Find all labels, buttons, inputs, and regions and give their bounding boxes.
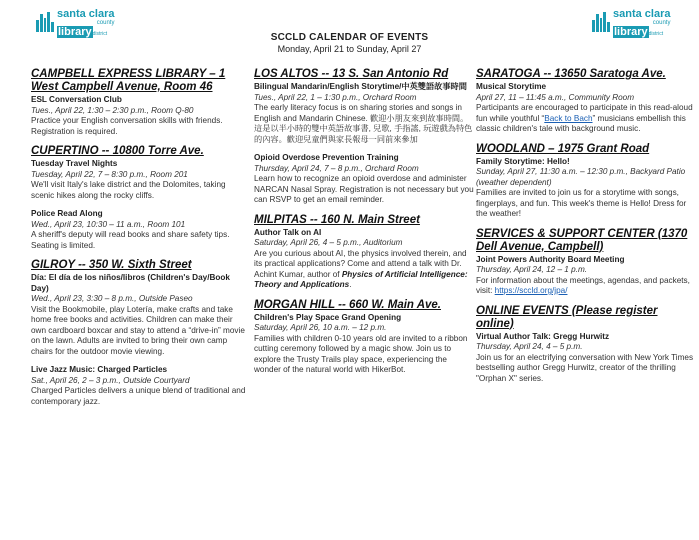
event-when: Saturday, April 26, 10 a.m. – 12 p.m. [254,323,387,332]
event-description: Charged Particles delivers a unique blend of traditional and contemporary jazz. [31,386,246,406]
event-title: Police Read Along [31,209,103,218]
event-title: Live Jazz Music: Charged Particles [31,365,168,374]
event-title: Bilingual Mandarin/English Storytime/中英雙語故事時間 [254,82,467,91]
branch-heading: ONLINE EVENTS (Please register online) [476,304,658,330]
books-icon [592,10,610,32]
event-when: Wed., April 23, 10:30 – 11 a.m., Room 101 [31,219,186,229]
event-when: Tues., April 22, 1:30 – 2:30 p.m., Room Q-80 [31,105,194,115]
event-title: ESL Conversation Club [31,95,122,104]
column-3 [476,68,696,384]
branch-heading: GILROY -- 350 W. Sixth Street [31,259,192,271]
branch-heading: MILPITAS -- 160 N. Main Street [254,213,420,226]
book-title: Physics of Artificial Intelligence: Theory and Applications [254,269,468,289]
logo-line3-small: district [92,31,108,37]
event-description-text: For information about the meetings, agendas, and packets, visit: [476,275,690,295]
logo-line2: county [96,20,115,26]
event-when: Saturday, April 26, 4 – 5 p.m., Auditorium [254,238,403,247]
column-2 [254,68,474,376]
event-description: Families are invited to join us for a storytime with songs, fingerplays, and fun. This week's theme is Hello! Dress for the weather! [476,188,687,218]
column-1 [31,68,246,407]
branch-heading: LOS ALTOS -- 13 S. San Antonio Rd [254,68,449,80]
event-description-end: ” musicians embellish this classic children's tale with background music. [476,113,686,133]
event-title: Joint Powers Authority Board Meeting [476,254,625,264]
logo-line3: library [58,26,92,38]
event-description [476,276,696,297]
page-header [0,32,699,54]
event-title: Opioid Overdose Prevention Training [254,153,399,162]
logo-line3-small: district [648,31,664,37]
date-range: Monday, April 21 to Sunday, April 27 [277,44,422,54]
event-description: Join us for an electrifying conversation with New York Times bestselling author Gregg Hurwitz, creator of the thrilling "Orphan X" series. [476,352,694,383]
event-title: Musical Storytime [476,82,547,91]
branch-heading: WOODLAND – 1975 Grant Road [476,142,650,155]
event-title: Día: El día de los niños/libros (Children's Day/Book Day) [31,273,230,293]
event-description-text: Are you curious about AI, the physics involved therein, and its practical applications? Come and attend a talk with Dr. Achint Kumar, author of [254,248,467,279]
branch-heading: CUPERTINO -- 10800 Torre Ave. [31,145,204,157]
event-description: Families with children 0-10 years old are invited to a ribbon cutting ceremony followed by a magic show. Join us to explore the Trusty Trails play space, experiencing the wonder of the natural world with HikerBot. [254,333,468,374]
event-when: Tues., April 22, 1 – 1:30 p.m., Orchard Room [254,92,417,102]
branch-heading: SERVICES & SUPPORT CENTER (1370 Dell Avenue, Campbell) [476,227,688,253]
logo-line3: library [614,26,648,38]
jpa-link[interactable]: https://sccld.org/jpa/ [494,286,568,295]
event-description: Practice your English conversation skills with friends. Registration is required. [31,116,223,136]
back-to-bach-link[interactable]: Back to Bach [544,113,593,123]
event-description: Learn how to recognize an opioid overdose and administer NARCAN Nasal Spray. Registration is not necessary but you can RSVP to get an email reminder. [254,174,474,204]
event-description-text: Participants are encouraged to participate in this read-aloud fun while youthful “ [476,103,693,123]
event-title: Virtual Author Talk: Gregg Hurwitz [476,331,610,341]
event-description: Visit the Bookmobile, play Lotería, make crafts and take home free books and activities. Children can make their own cardboard boxcar and stay to attend a “drive-in” movie on the lawn. Adults are invited to bring their own camp chairs for the outdoor movie viewing. [31,304,245,356]
branch-heading: CAMPBELL EXPRESS LIBRARY – 1 West Campbell Avenue, Room 46 [31,68,226,93]
books-icon [36,10,54,32]
event-description-end: . [349,280,352,289]
event-when: Thursday, April 24, 12 – 1 p.m. [476,265,588,274]
event-description: A sheriff's deputy will read books and share safety tips. Seating is limited. [31,230,230,250]
branch-heading: MORGAN HILL -- 660 W. Main Ave. [254,298,441,311]
event-when: Thursday, April 24, 4 – 5 p.m. [476,342,583,351]
logo-line1: santa clara [613,8,671,20]
event-description [476,103,696,135]
event-when: Tuesday, April 22, 7 – 8:30 p.m., Room 201 [31,169,188,179]
event-when: April 27, 11 – 11:45 a.m., Community Room [476,92,635,102]
branch-heading: SARATOGA -- 13650 Saratoga Ave. [476,68,666,80]
event-when: Wed., April 23, 3:30 – 8 p.m., Outside Paseo [31,294,193,303]
page-title: SCCLD CALENDAR OF EVENTS [270,32,429,43]
event-description: We'll visit Italy's lake district and the Dolomites, taking scenic hikes along the rocky cliffs. [31,180,226,200]
event-when: Thursday, April 24, 7 – 8 p.m., Orchard Room [254,163,419,173]
event-description: The early literacy focus is on sharing stories and songs in English and Mandarin Chinese. 歡迎小朋友來到故事時間。這是以半小時的雙中英語故事書, 兒歌, 手指謠, 玩遊戲為特色的內容。歡迎兒童們與家長報母一同前來參加 [254,103,473,144]
event-title: Family Storytime: Hello! [476,156,570,166]
event-title: Author Talk on AI [254,227,322,237]
event-description [254,249,474,291]
event-title: Children's Play Space Grand Opening [254,312,402,322]
logo-line2: county [652,20,671,26]
event-when: Sat., April 26, 2 – 3 p.m., Outside Courtyard [31,375,190,385]
logo-line1: santa clara [57,8,115,20]
event-when: Sunday, April 27, 11:30 a.m. – 12:30 p.m., Backyard Patio (weather dependent) [476,167,686,187]
event-title: Tuesday Travel Nights [31,159,118,168]
